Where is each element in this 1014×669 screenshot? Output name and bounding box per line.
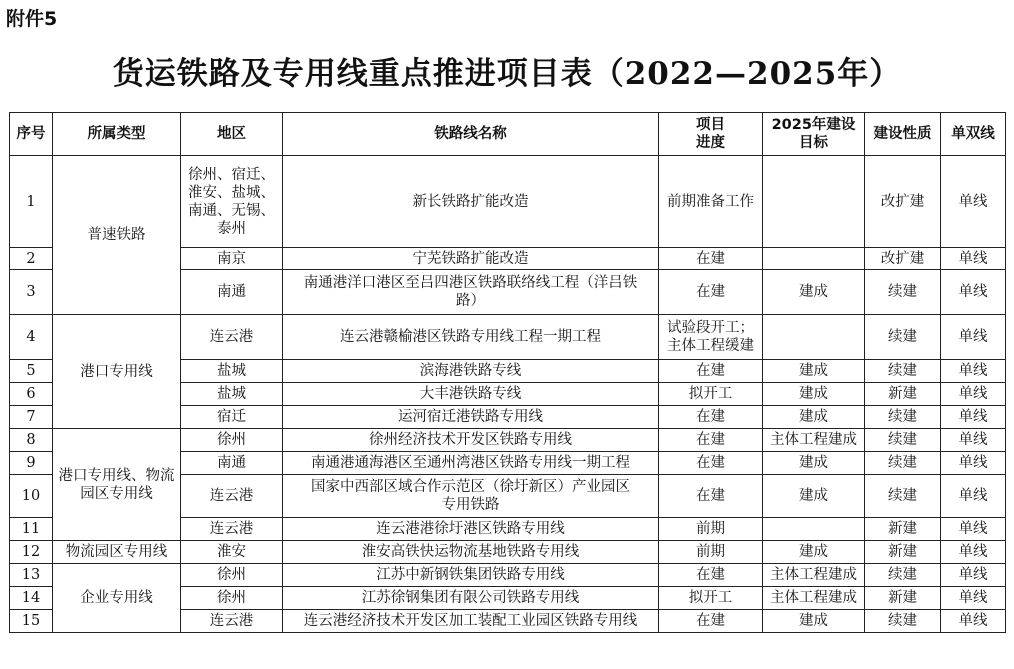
cell-progress: 拟开工 [659, 383, 763, 406]
cell-index: 7 [10, 406, 53, 429]
cell-name: 淮安高铁快运物流基地铁路专用线 [283, 541, 659, 564]
cell-index: 2 [10, 248, 53, 270]
cell-region: 南通 [181, 452, 283, 475]
project-table [9, 112, 1006, 633]
category-line1: 港口专用线、物流 [58, 467, 175, 484]
cell-nature: 续建 [865, 315, 941, 360]
table-row [10, 564, 1006, 587]
cell-region: 宿迁 [181, 406, 283, 429]
table-row [10, 315, 1006, 360]
cell-index: 10 [10, 475, 53, 518]
cell-target: 建成 [763, 406, 865, 429]
cell-track: 单线 [941, 475, 1006, 518]
cell-name: 江苏徐钢集团有限公司铁路专用线 [283, 587, 659, 610]
cell-target: 主体工程建成 [763, 564, 865, 587]
cell-track: 单线 [941, 383, 1006, 406]
header-target-line1: 2025年建设 [771, 117, 856, 133]
cell-progress: 在建 [659, 475, 763, 518]
cell-region [181, 156, 283, 248]
cell-name: 大丰港铁路专线 [283, 383, 659, 406]
cell-region: 盐城 [181, 383, 283, 406]
cell-index: 8 [10, 429, 53, 452]
region-line: 南通、无锡、 [188, 202, 275, 219]
cell-target: 建成 [763, 475, 865, 518]
cell-progress [659, 315, 763, 360]
header-target [763, 113, 865, 156]
cell-nature: 新建 [865, 587, 941, 610]
cell-progress: 在建 [659, 248, 763, 270]
header-name: 铁路线名称 [283, 113, 659, 156]
header-index: 序号 [10, 113, 53, 156]
cell-track: 单线 [941, 315, 1006, 360]
cell-name: 新长铁路扩能改造 [283, 156, 659, 248]
cell-name [283, 270, 659, 315]
cell-index: 4 [10, 315, 53, 360]
cell-nature: 续建 [865, 360, 941, 383]
page-title: 货运铁路及专用线重点推进项目表（2022—2025年） [112, 56, 902, 92]
cell-category: 港口专用线 [53, 315, 181, 429]
cell-index: 9 [10, 452, 53, 475]
cell-name: 连云港港徐圩港区铁路专用线 [283, 518, 659, 541]
cell-nature: 新建 [865, 518, 941, 541]
header-progress-line1: 项目 [696, 117, 725, 133]
cell-name: 徐州经济技术开发区铁路专用线 [283, 429, 659, 452]
cell-target: 建成 [763, 360, 865, 383]
cell-progress: 在建 [659, 360, 763, 383]
header-progress [659, 113, 763, 156]
cell-progress: 拟开工 [659, 587, 763, 610]
cell-category [53, 429, 181, 541]
cell-nature: 续建 [865, 406, 941, 429]
cell-index: 3 [10, 270, 53, 315]
cell-target: 建成 [763, 452, 865, 475]
cell-name: 滨海港铁路专线 [283, 360, 659, 383]
cell-index: 12 [10, 541, 53, 564]
cell-index: 13 [10, 564, 53, 587]
cell-nature: 新建 [865, 541, 941, 564]
cell-progress: 前期 [659, 541, 763, 564]
name-line2: 路） [456, 293, 485, 309]
name-line2: 专用铁路 [441, 497, 500, 513]
cell-progress: 前期 [659, 518, 763, 541]
cell-nature: 续建 [865, 452, 941, 475]
header-category: 所属类型 [53, 113, 181, 156]
cell-nature: 新建 [865, 383, 941, 406]
header-target-line2: 目标 [799, 135, 828, 151]
cell-index: 15 [10, 610, 53, 633]
cell-region: 连云港 [181, 475, 283, 518]
cell-progress: 前期准备工作 [659, 156, 763, 248]
cell-nature: 续建 [865, 270, 941, 315]
cell-target [763, 315, 865, 360]
cell-name: 运河宿迁港铁路专用线 [283, 406, 659, 429]
cell-region: 南通 [181, 270, 283, 315]
region-line: 徐州、宿迁、 [188, 166, 275, 183]
cell-progress: 在建 [659, 564, 763, 587]
name-line1: 南通港洋口港区至吕四港区铁路联络线工程（洋吕铁 [303, 275, 638, 291]
cell-index: 5 [10, 360, 53, 383]
cell-track: 单线 [941, 587, 1006, 610]
cell-region: 连云港 [181, 315, 283, 360]
header-track: 单双线 [941, 113, 1006, 156]
cell-track: 单线 [941, 156, 1006, 248]
cell-track: 单线 [941, 452, 1006, 475]
cell-region: 徐州 [181, 564, 283, 587]
cell-nature: 续建 [865, 429, 941, 452]
cell-progress: 在建 [659, 429, 763, 452]
cell-region: 连云港 [181, 518, 283, 541]
cell-track: 单线 [941, 518, 1006, 541]
cell-target [763, 248, 865, 270]
cell-nature: 改扩建 [865, 248, 941, 270]
progress-line1: 试验段开工； [667, 320, 754, 336]
table-row [10, 429, 1006, 452]
cell-region: 连云港 [181, 610, 283, 633]
cell-track: 单线 [941, 360, 1006, 383]
cell-target: 建成 [763, 383, 865, 406]
cell-track: 单线 [941, 248, 1006, 270]
cell-nature: 续建 [865, 475, 941, 518]
cell-category: 普速铁路 [53, 156, 181, 315]
cell-nature: 改扩建 [865, 156, 941, 248]
cell-track: 单线 [941, 406, 1006, 429]
header-progress-line2: 进度 [696, 135, 725, 151]
cell-track: 单线 [941, 429, 1006, 452]
cell-name [283, 475, 659, 518]
cell-index: 11 [10, 518, 53, 541]
name-line1: 国家中西部区域合作示范区（徐圩新区）产业园区 [311, 479, 630, 495]
cell-name: 连云港经济技术开发区加工装配工业园区铁路专用线 [283, 610, 659, 633]
region-line: 淮安、盐城、 [188, 184, 275, 201]
attachment-label: 附件5 [6, 8, 58, 30]
progress-line2: 主体工程缓建 [667, 338, 754, 354]
cell-region: 南京 [181, 248, 283, 270]
cell-index: 14 [10, 587, 53, 610]
cell-track: 单线 [941, 270, 1006, 315]
cell-name: 南通港通海港区至通州湾港区铁路专用线一期工程 [283, 452, 659, 475]
cell-target: 建成 [763, 541, 865, 564]
cell-name: 江苏中新钢铁集团铁路专用线 [283, 564, 659, 587]
cell-region: 徐州 [181, 587, 283, 610]
cell-category: 物流园区专用线 [53, 541, 181, 564]
cell-target: 主体工程建成 [763, 429, 865, 452]
header-nature: 建设性质 [865, 113, 941, 156]
category-line2: 园区专用线 [80, 485, 153, 502]
cell-index: 1 [10, 156, 53, 248]
region-line: 泰州 [217, 220, 246, 237]
cell-target [763, 156, 865, 248]
table-header-row [10, 113, 1006, 156]
cell-progress: 在建 [659, 610, 763, 633]
cell-category: 企业专用线 [53, 564, 181, 633]
cell-target [763, 518, 865, 541]
cell-track: 单线 [941, 541, 1006, 564]
cell-target: 建成 [763, 610, 865, 633]
cell-target: 建成 [763, 270, 865, 315]
header-region: 地区 [181, 113, 283, 156]
cell-region: 淮安 [181, 541, 283, 564]
cell-region: 盐城 [181, 360, 283, 383]
cell-name: 连云港赣榆港区铁路专用线工程一期工程 [283, 315, 659, 360]
cell-track: 单线 [941, 564, 1006, 587]
cell-nature: 续建 [865, 610, 941, 633]
cell-index: 6 [10, 383, 53, 406]
cell-region: 徐州 [181, 429, 283, 452]
cell-target: 主体工程建成 [763, 587, 865, 610]
table-row [10, 156, 1006, 248]
cell-progress: 在建 [659, 406, 763, 429]
cell-nature: 续建 [865, 564, 941, 587]
cell-progress: 在建 [659, 452, 763, 475]
cell-progress: 在建 [659, 270, 763, 315]
table-row [10, 541, 1006, 564]
cell-track: 单线 [941, 610, 1006, 633]
cell-name: 宁芜铁路扩能改造 [283, 248, 659, 270]
